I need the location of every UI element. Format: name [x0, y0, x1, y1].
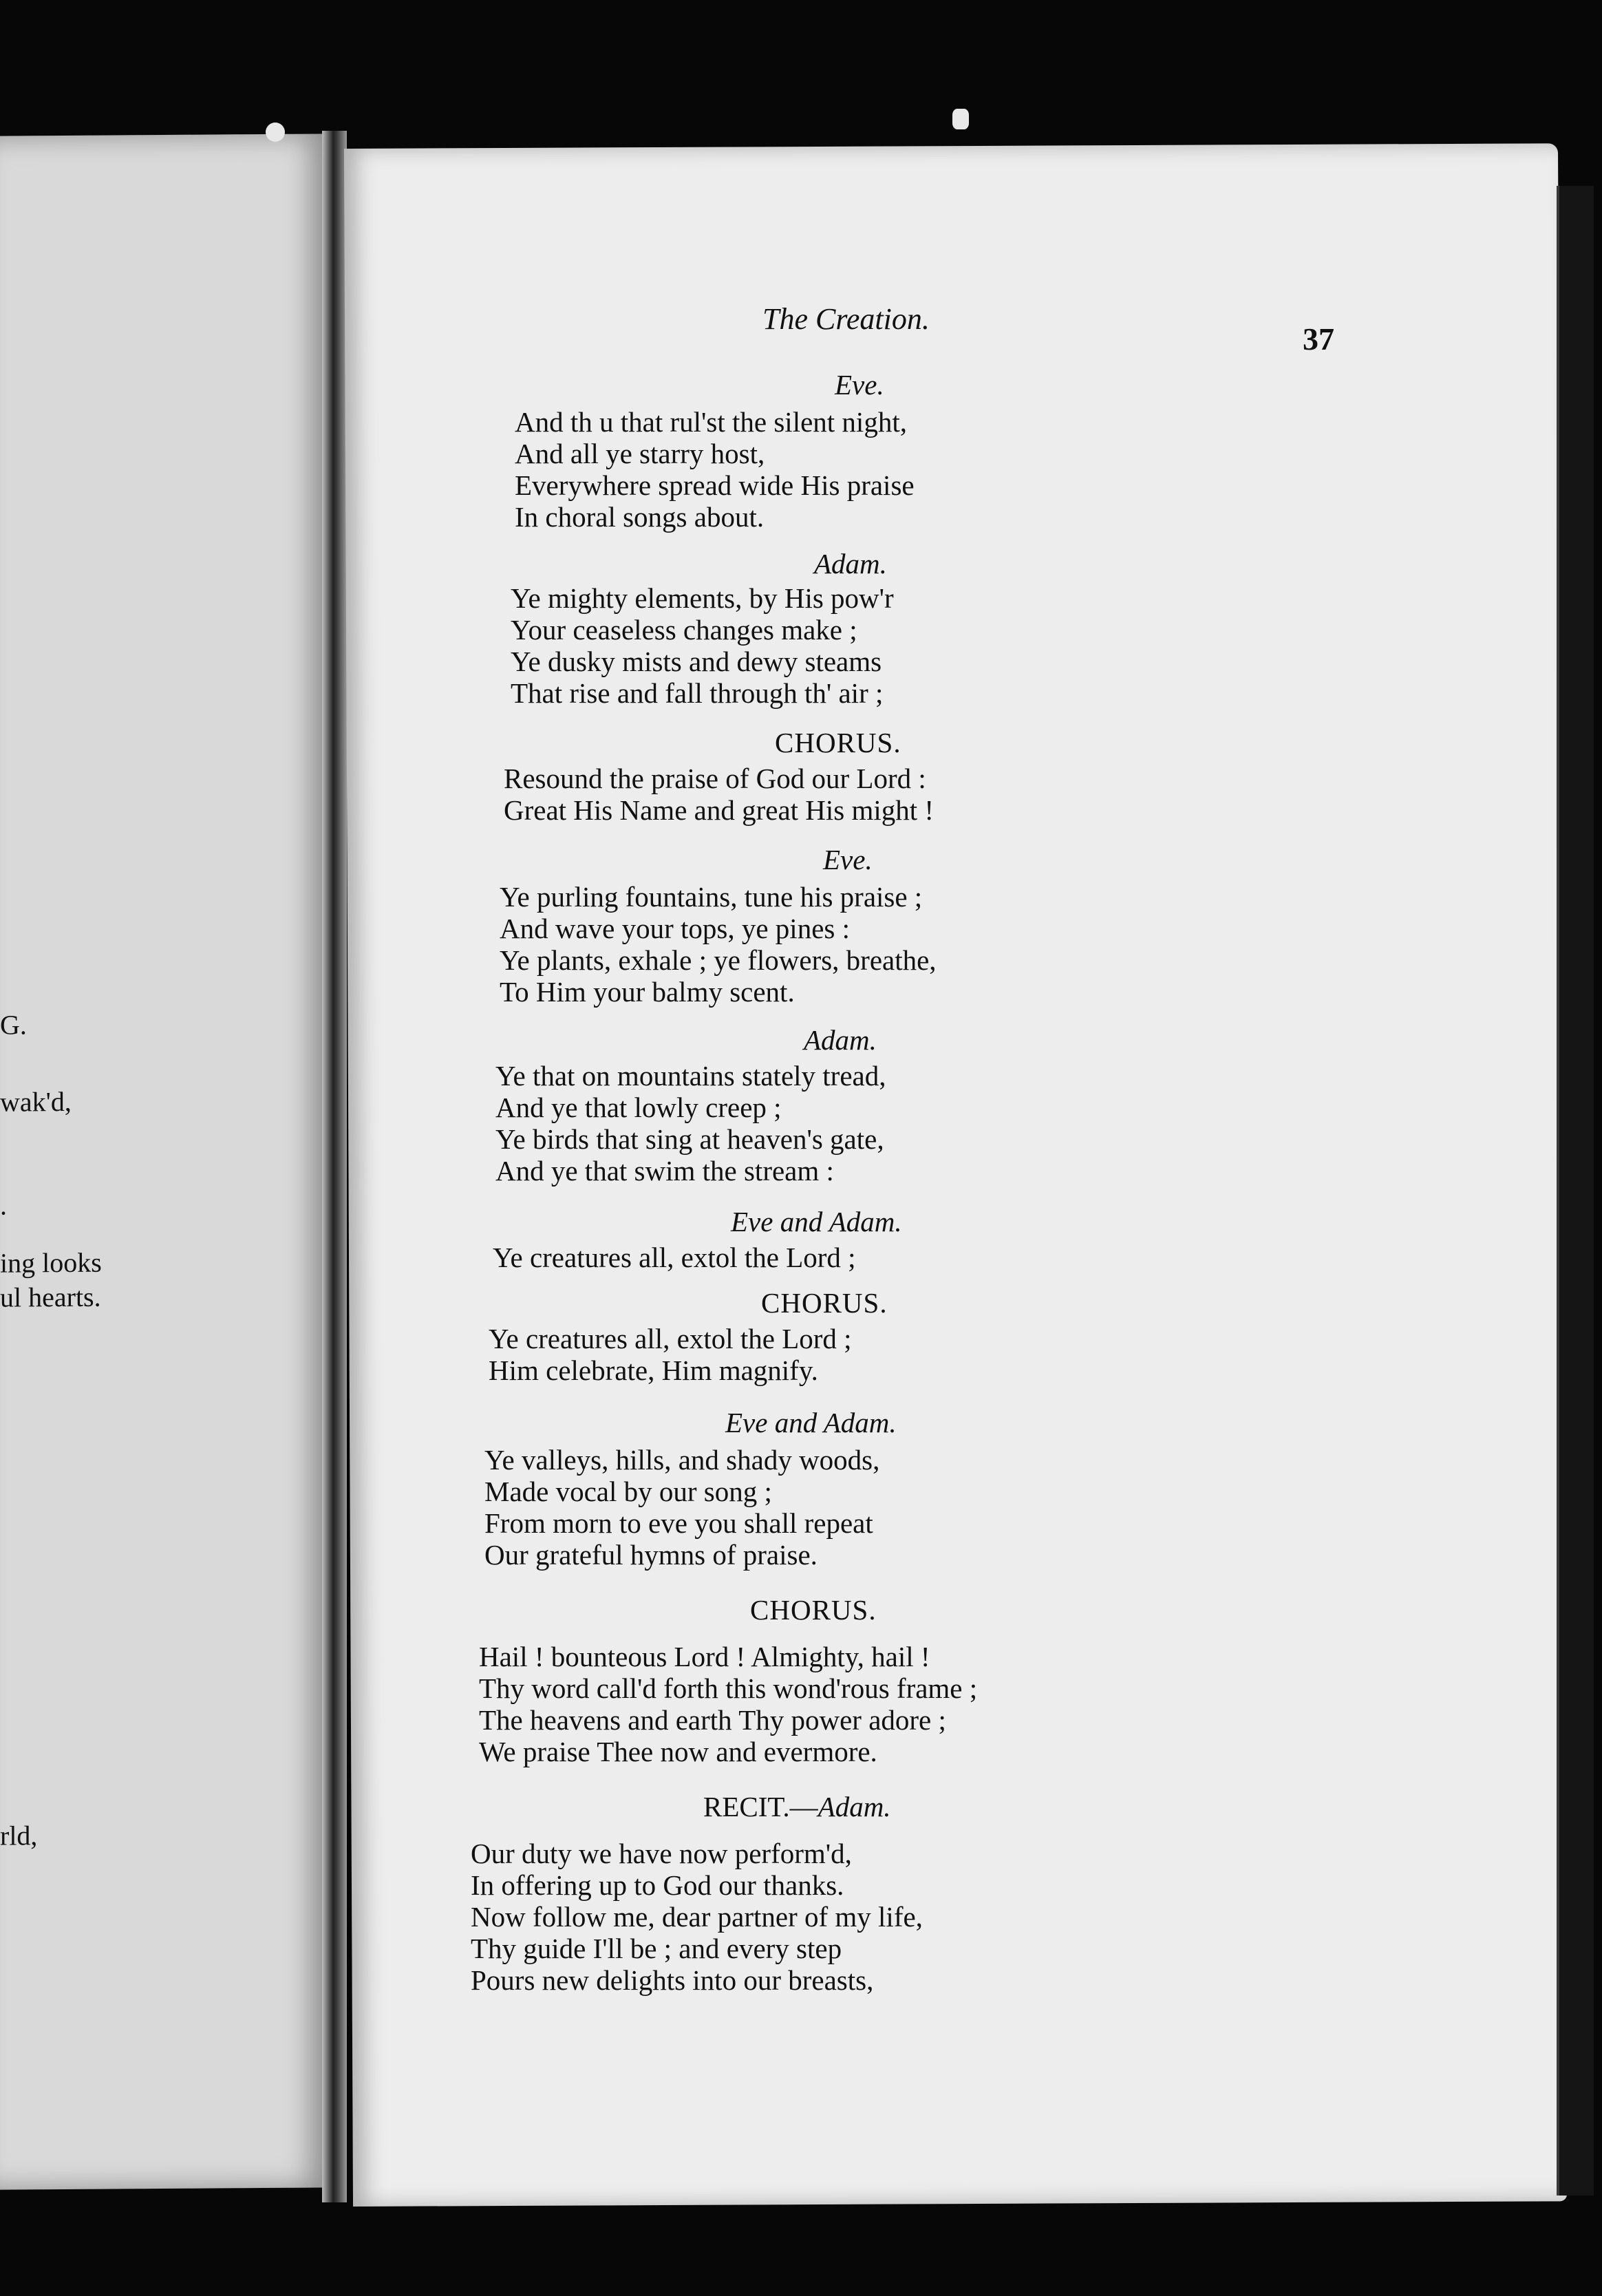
verse-line: Thy guide I'll be ; and every step — [471, 1933, 842, 1964]
left-page-fragment: ing looks — [0, 1246, 102, 1279]
verse-line: Ye dusky mists and dewy steams — [511, 646, 882, 677]
verse-line: Him celebrate, Him magnify. — [489, 1354, 818, 1386]
speaker-label: Eve and Adam. — [725, 1407, 897, 1438]
verse-line: Hail ! bounteous Lord ! Almighty, hail ! — [479, 1641, 930, 1672]
recit-label: RECIT.— — [703, 1791, 818, 1822]
verse-line: Pours new delights into our breasts, — [471, 1964, 874, 1996]
recit-heading — [703, 1791, 891, 1822]
scan-speck — [952, 109, 969, 129]
chorus-heading: CHORUS. — [761, 1287, 888, 1319]
verse-line: Our grateful hymns of praise. — [484, 1539, 818, 1571]
verse-line: To Him your balmy scent. — [500, 976, 795, 1008]
verse-line: And wave your tops, ye pines : — [500, 913, 850, 944]
verse-line: Thy word call'd forth this wond'rous frame ; — [479, 1672, 978, 1704]
verse-line: The heavens and earth Thy power adore ; — [479, 1704, 946, 1736]
speaker-label: Eve. — [823, 844, 873, 875]
verse-line: Now follow me, dear partner of my life, — [471, 1901, 923, 1933]
verse-line: Ye valleys, hills, and shady woods, — [484, 1444, 880, 1476]
left-page-fragment: ul hearts. — [0, 1281, 101, 1313]
verse-line: Ye mighty elements, by His pow'r — [511, 582, 894, 614]
verse-stanza — [504, 763, 934, 826]
verse-line: Ye plants, exhale ; ye flowers, breathe, — [500, 944, 937, 976]
verse-line: Ye creatures all, extol the Lord ; — [493, 1242, 856, 1273]
verse-line: Your ceaseless changes make ; — [511, 614, 857, 646]
speaker-label: Eve. — [835, 369, 884, 401]
verse-line: Ye creatures all, extol the Lord ; — [489, 1323, 852, 1354]
verse-line: We praise Thee now and evermore. — [479, 1736, 877, 1767]
verse-line: From morn to eve you shall repeat — [484, 1507, 873, 1539]
verse-line: In offering up to God our thanks. — [471, 1869, 844, 1901]
verse-line: Made vocal by our song ; — [484, 1476, 772, 1507]
left-page-fragment: G. — [0, 1009, 27, 1041]
verse-line: Great His Name and great His might ! — [504, 794, 934, 826]
verse-line: Resound the praise of God our Lord : — [504, 763, 926, 794]
chorus-heading: CHORUS. — [775, 727, 901, 758]
verse-line: Our duty we have now perform'd, — [471, 1838, 852, 1869]
scan-speck — [266, 123, 285, 142]
verse-stanza — [479, 1641, 977, 1767]
book-gutter — [322, 131, 347, 2202]
verse-stanza — [515, 406, 915, 533]
verse-stanza — [495, 1060, 886, 1187]
speaker-label: Adam. — [818, 1791, 891, 1822]
running-head: The Creation. — [762, 302, 930, 336]
verse-stanza — [500, 881, 937, 1008]
speaker-label: Adam. — [804, 1024, 877, 1056]
verse-stanza — [471, 1838, 923, 1996]
left-page — [0, 134, 332, 2189]
verse-line: Ye birds that sing at heaven's gate, — [495, 1123, 884, 1155]
verse-stanza — [489, 1323, 852, 1386]
book-edge — [1557, 186, 1594, 2196]
left-page-fragment: . — [0, 1189, 7, 1221]
verse-stanza — [484, 1444, 879, 1571]
page-number: 37 — [1303, 321, 1334, 357]
speaker-label: Eve and Adam. — [731, 1206, 902, 1237]
chorus-heading: CHORUS. — [750, 1594, 877, 1626]
verse-line: And all ye starry host, — [515, 438, 765, 469]
verse-line: And ye that lowly creep ; — [495, 1092, 782, 1123]
verse-line: Everywhere spread wide His praise — [515, 469, 915, 501]
verse-line: And th u that rul'st the silent night, — [515, 406, 907, 438]
left-page-fragment: wak'd, — [0, 1085, 72, 1118]
verse-line: That rise and fall through th' air ; — [511, 677, 884, 709]
verse-line: In choral songs about. — [515, 501, 765, 533]
speaker-label: Adam. — [814, 548, 887, 580]
verse-line: Ye purling fountains, tune his praise ; — [500, 881, 923, 913]
verse-line: Ye that on mountains stately tread, — [495, 1060, 886, 1092]
left-page-fragment: rld, — [0, 1820, 38, 1851]
verse-stanza — [493, 1242, 856, 1273]
verse-line: And ye that swim the stream : — [495, 1155, 834, 1187]
verse-stanza — [511, 582, 894, 709]
